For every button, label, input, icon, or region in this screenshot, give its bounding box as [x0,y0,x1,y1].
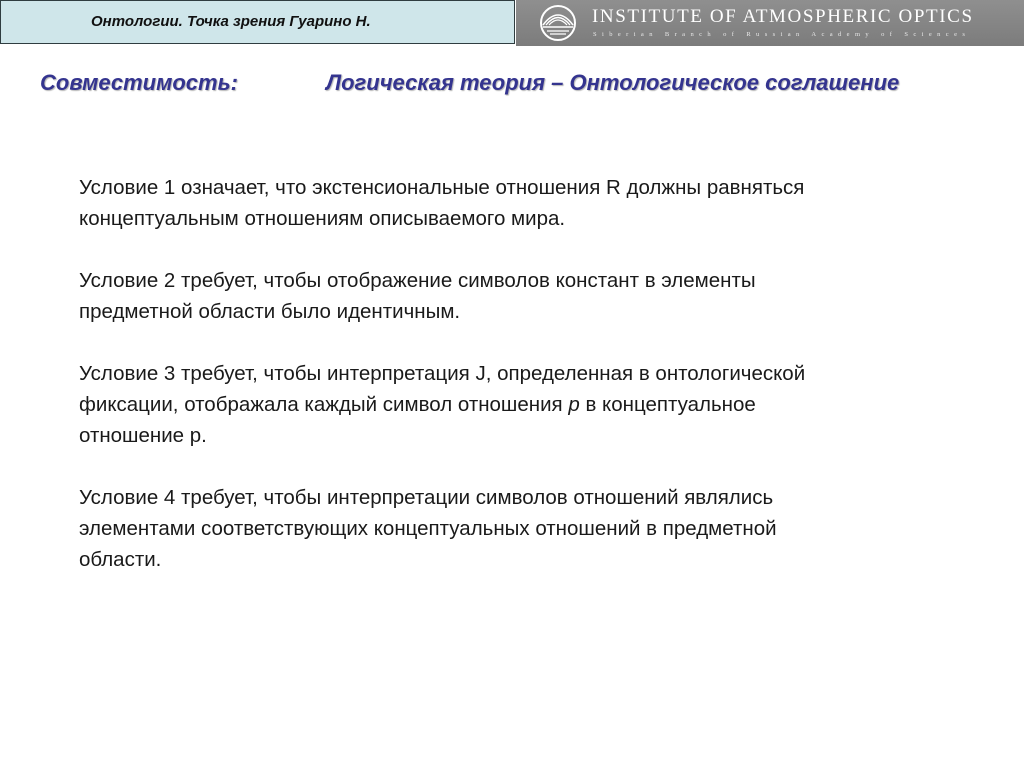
condition-2-paragraph [79,265,1009,327]
condition-4-paragraph [79,482,1009,575]
topic-banner [0,0,515,44]
relation-symbol: p [568,393,580,416]
institute-dome-logo-icon [538,3,578,43]
condition-4-line-3: области. [79,548,162,571]
institute-subtitle: Siberian Branch of Russian Academy of Sciences [593,31,971,38]
condition-1-line-2: концептуальным отношениям описываемого мира. [79,207,566,230]
slide-header [0,0,1024,46]
condition-3-line-2-start: фиксации, отображала каждый символ отношения [79,393,569,416]
condition-4-line-2: элементами соответствующих концептуальных отношений в предметной [79,517,777,540]
condition-2-line-1: Условие 2 требует, чтобы отображение символов констант в элементы [79,269,756,292]
condition-3-line-2-end: в концептуальное [579,393,756,416]
institute-name: INSTITUTE OF ATMOSPHERIC OPTICS [592,6,974,27]
topic-title: Онтологии. Точка зрения Гуарино Н. [91,13,371,30]
condition-3-line-3: отношение р. [79,424,207,447]
slide-title-left: Совместимость: [40,70,238,95]
condition-1-paragraph [79,172,1009,234]
condition-2-line-2: предметной области было идентичным. [79,300,461,323]
condition-1-line-1: Условие 1 означает, что экстенсиональные отношения R должны равняться [79,176,805,199]
condition-3-line-1: Условие 3 требует, чтобы интерпретация J, определенная в онтологической [79,362,806,385]
slide-body [79,172,1009,606]
institute-banner [516,0,1024,46]
condition-4-line-1: Условие 4 требует, чтобы интерпретации символов отношений являлись [79,486,774,509]
condition-3-paragraph [79,358,1009,451]
slide-title-right: Логическая теория – Онтологическое соглашение [326,70,900,95]
